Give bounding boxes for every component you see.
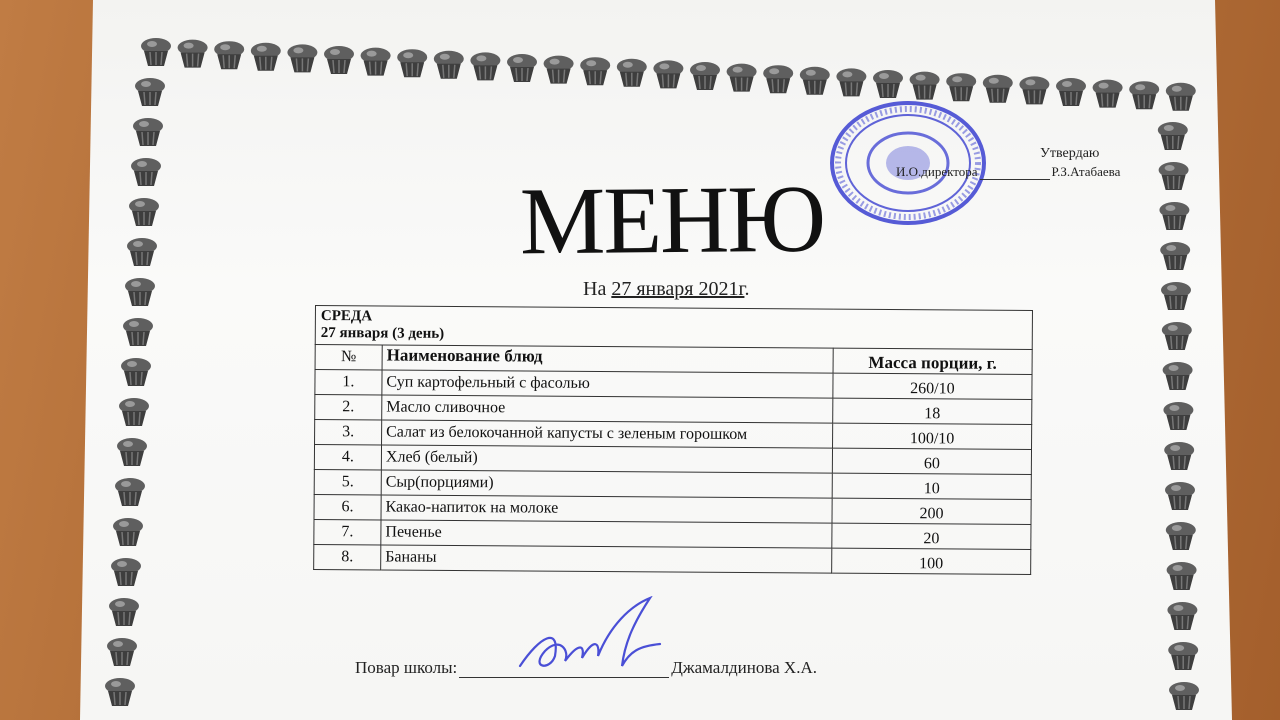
cupcake-icon <box>580 57 610 85</box>
day-header-row <box>315 306 1032 350</box>
cupcake-icon <box>324 46 354 74</box>
cupcake-icon <box>125 278 155 306</box>
col-name-header: Наименование блюд <box>382 345 833 373</box>
col-mass-header: Масса порции, г. <box>833 348 1032 374</box>
cupcake-icon <box>109 598 139 626</box>
cupcake-icon <box>1166 522 1196 550</box>
cupcake-icon <box>105 678 135 706</box>
row-number: 7. <box>314 519 381 544</box>
cupcake-icon <box>129 198 159 226</box>
cupcake-icon <box>946 73 976 101</box>
cupcake-icon <box>507 54 537 82</box>
dish-name: Масло сливочное <box>382 395 833 423</box>
cupcake-icon <box>873 70 903 98</box>
cook-name: Джамалдинова Х.А. <box>671 658 817 677</box>
cook-line <box>355 658 817 678</box>
row-number: 3. <box>315 420 382 445</box>
director-position: И.О.директора <box>896 164 978 179</box>
row-number: 2. <box>315 395 382 420</box>
cupcake-icon <box>1164 442 1194 470</box>
row-number: 1. <box>315 370 382 395</box>
dish-name: Бананы <box>381 545 832 573</box>
director-name: Р.З.Атабаева <box>1051 164 1121 179</box>
day-label: СРЕДА <box>320 308 373 325</box>
cupcake-icon <box>397 49 427 77</box>
portion-mass: 10 <box>832 473 1031 499</box>
page-title: МЕНЮ <box>519 164 825 275</box>
cupcake-icon <box>1129 81 1159 109</box>
cupcake-icon <box>800 67 830 95</box>
cupcake-icon <box>1169 682 1199 710</box>
cupcake-icon <box>763 65 793 93</box>
dish-name: Хлеб (белый) <box>381 445 832 473</box>
cupcake-icon <box>214 41 244 69</box>
portion-mass: 100/10 <box>833 423 1032 449</box>
cupcake-icon <box>141 38 171 66</box>
cupcake-icon <box>617 59 647 87</box>
cupcake-icon <box>1159 162 1189 190</box>
cupcake-icon <box>1166 83 1196 111</box>
cupcake-icon <box>1167 602 1197 630</box>
cupcake-icon <box>133 118 163 146</box>
cupcake-icon <box>1161 282 1191 310</box>
dish-name: Сыр(порциями) <box>381 470 832 498</box>
cupcake-icon <box>1158 122 1188 150</box>
round-seal-stamp <box>828 98 988 228</box>
cupcake-icon <box>1093 80 1123 108</box>
cupcake-icon <box>1159 202 1189 230</box>
date-suffix: . <box>744 278 750 300</box>
col-number-header: № <box>315 345 382 370</box>
cupcake-icon <box>113 518 143 546</box>
row-number: 4. <box>314 445 381 470</box>
portion-mass: 100 <box>832 548 1031 574</box>
day-header <box>315 306 1032 350</box>
cupcake-icon <box>123 318 153 346</box>
cupcake-icon <box>287 44 317 72</box>
cupcake-icon <box>361 48 391 76</box>
cupcake-icon <box>178 40 208 68</box>
cook-label: Повар школы: <box>355 658 458 677</box>
cupcake-icon <box>131 158 161 186</box>
menu-rows <box>314 370 1032 575</box>
cupcake-icon <box>135 78 165 106</box>
row-number: 5. <box>314 469 381 494</box>
cupcake-icon <box>727 64 757 92</box>
day-detail: 27 января (3 день) <box>320 325 445 342</box>
cupcake-icon <box>690 62 720 90</box>
cupcake-icon <box>1163 362 1193 390</box>
cupcake-icon <box>127 238 157 266</box>
cupcake-icon <box>1165 482 1195 510</box>
director-line <box>896 164 1120 180</box>
cupcake-icon <box>107 638 137 666</box>
cupcake-icon <box>434 51 464 79</box>
row-number: 6. <box>314 494 381 519</box>
director-signature-line <box>980 179 1050 180</box>
cupcake-icon <box>121 358 151 386</box>
cupcake-icon <box>470 52 500 80</box>
cupcake-icon <box>1168 642 1198 670</box>
menu-date <box>583 278 749 301</box>
dish-name: Суп картофельный с фасолью <box>382 370 833 398</box>
dish-name: Салат из белокочанной капусты с зеленым горошком <box>382 420 833 448</box>
menu-table <box>313 305 1033 575</box>
portion-mass: 260/10 <box>833 373 1032 399</box>
cupcake-icon <box>1160 242 1190 270</box>
date-prefix: На <box>583 278 612 300</box>
portion-mass: 20 <box>832 523 1031 549</box>
cupcake-icon <box>111 558 141 586</box>
cupcake-icon <box>653 60 683 88</box>
cupcake-icon <box>1019 76 1049 104</box>
cupcake-icon <box>1163 402 1193 430</box>
cupcake-icon <box>1167 562 1197 590</box>
cupcake-icon <box>910 72 940 100</box>
approval-word: Утвердаю <box>1040 146 1100 161</box>
portion-mass: 60 <box>832 448 1031 474</box>
portion-mass: 200 <box>832 498 1031 524</box>
dish-name: Печенье <box>381 520 832 548</box>
cupcake-icon <box>836 68 866 96</box>
table-row <box>314 544 1031 574</box>
date-value: 27 января 2021г <box>611 278 745 300</box>
cupcake-icon <box>115 478 145 506</box>
cupcake-icon <box>1162 322 1192 350</box>
cook-signature-line <box>459 677 669 678</box>
cupcake-icon <box>1056 78 1086 106</box>
row-number: 8. <box>314 544 381 569</box>
dish-name: Какао-напиток на молоке <box>381 495 832 523</box>
cupcake-icon <box>544 56 574 84</box>
cupcake-icon <box>251 43 281 71</box>
cupcake-icon <box>117 438 147 466</box>
cupcake-icon <box>119 398 149 426</box>
portion-mass: 18 <box>833 398 1032 424</box>
